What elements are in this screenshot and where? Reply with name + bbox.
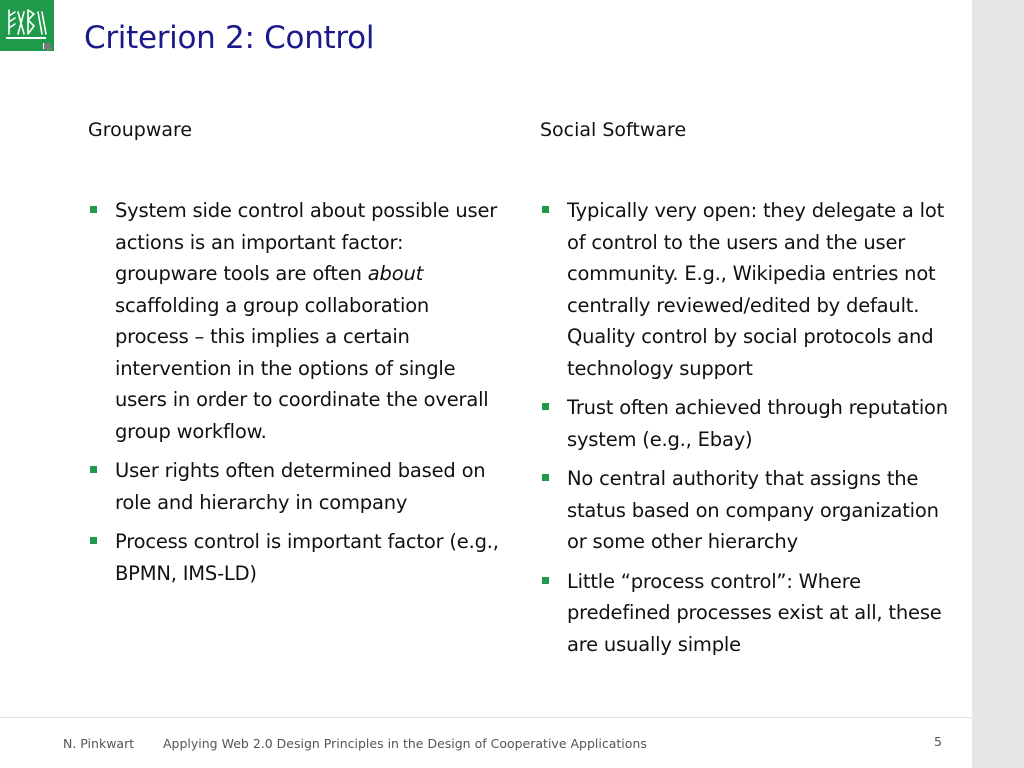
slide-title: Criterion 2: Control [84,20,375,56]
footer-author: N. Pinkwart [63,736,135,751]
bullet-item [88,195,506,447]
bullet-text: No central authority that assigns the status based on company organization or some other hierarchy [567,467,939,553]
bullet-item [540,463,960,558]
square-bullet-icon [542,403,549,410]
square-bullet-icon [542,474,549,481]
groupware-bullet-list [88,195,506,597]
bullet-text: System side control about possible user actions is an important factor: groupware tools are often [115,199,498,285]
social-software-bullet-list [540,195,960,668]
square-bullet-icon [542,206,549,213]
bullet-item [540,566,960,661]
square-bullet-icon [90,537,97,544]
bullet-text: scaffolding a group collaboration process – this implies a certain intervention in the options of single users in order to coordinate the overall group workflow. [115,293,489,443]
square-bullet-icon [542,577,549,584]
footer-talk-title: Applying Web 2.0 Design Principles in the Design of Cooperative Applications [163,736,647,751]
bullet-item [540,195,960,384]
bullet-text: Little “process control”: Where predefined processes exist at all, these are usually simple [567,569,942,656]
bullet-text: Process control is important factor (e.g., BPMN, IMS-LD) [115,530,499,585]
square-bullet-icon [90,466,97,473]
logo-corner-accent [44,43,51,50]
page-number: 5 [934,734,942,749]
footer-divider [0,717,972,718]
column-heading-social-software: Social Software [540,119,687,141]
bullet-text: Typically very open: they delegate a lot of control to the users and the user community. E.g., Wikipedia entries not centrally reviewed/edited by default. Quality control by social protocols and technology support [567,199,945,380]
emphasized-text: about [367,262,424,285]
column-heading-groupware: Groupware [88,119,193,141]
bullet-item [88,455,506,518]
bullet-text: User rights often determined based on role and hierarchy in company [115,459,486,514]
bullet-item [540,392,960,455]
bullet-item [88,526,506,589]
bullet-text: Trust often achieved through reputation system (e.g., Ebay) [567,396,948,451]
square-bullet-icon [90,206,97,213]
